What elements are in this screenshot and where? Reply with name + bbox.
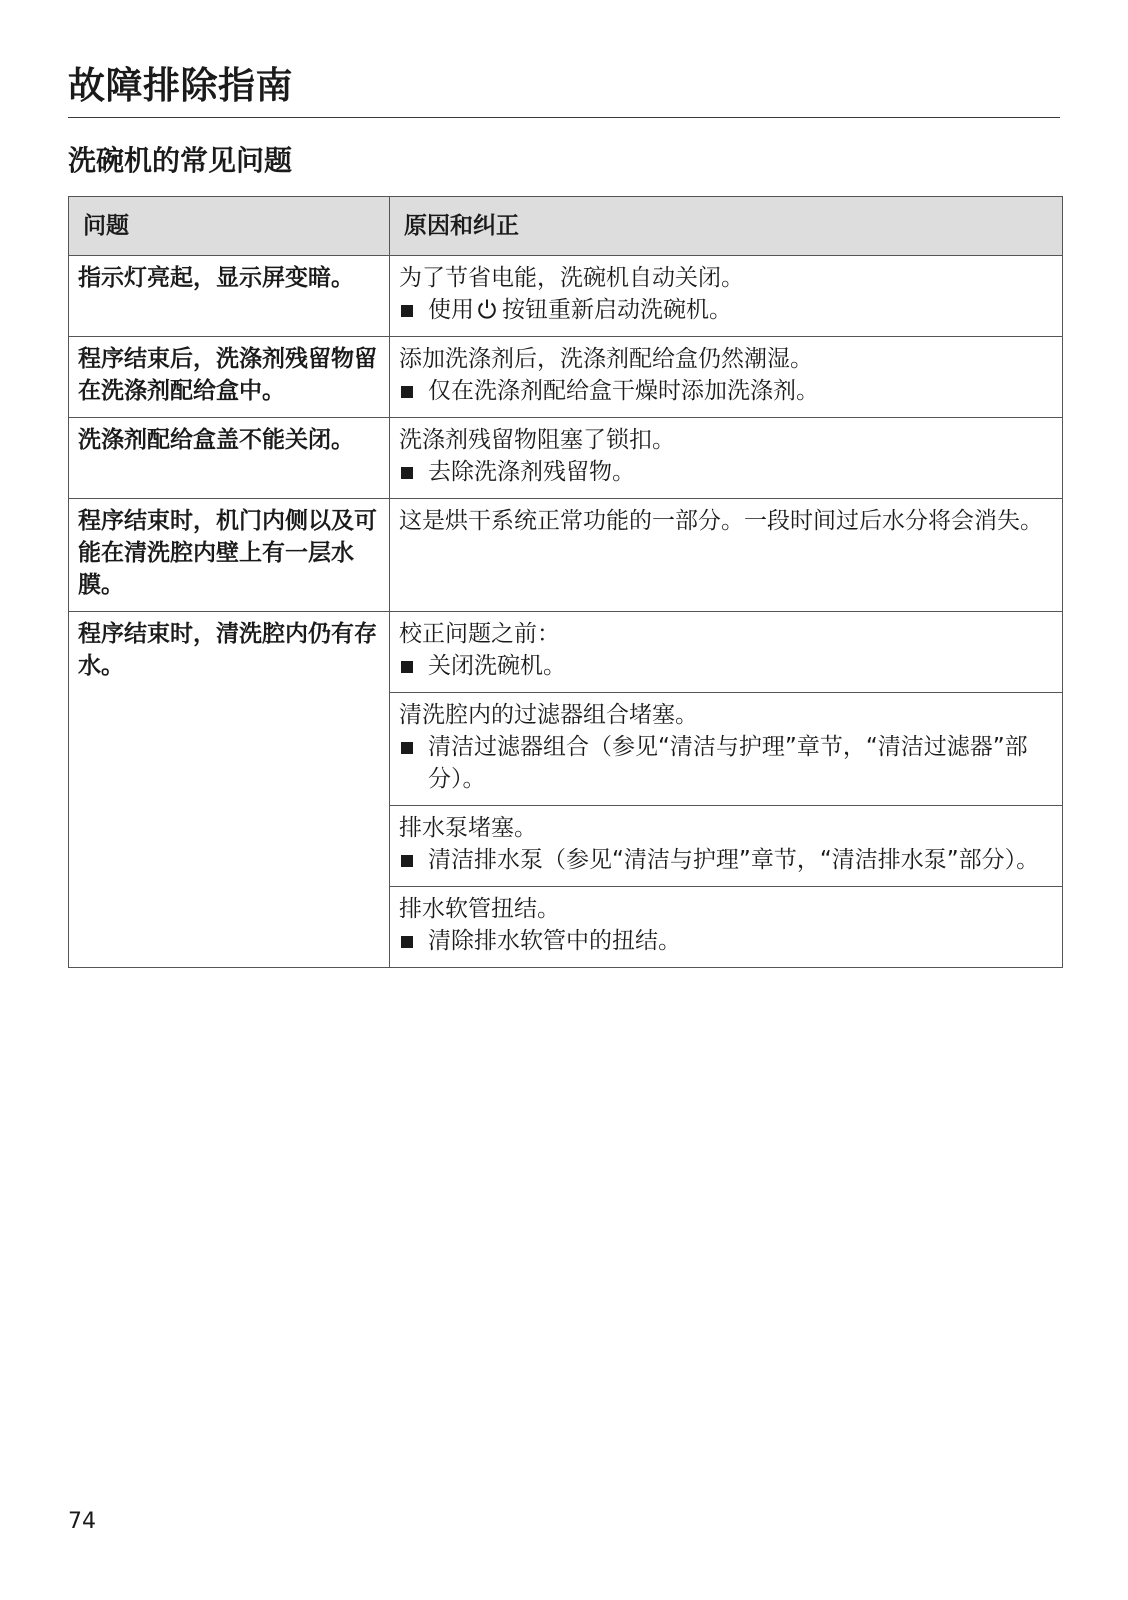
step-text: 清洁排水泵（参见“清洁与护理”章节，“清洁排水泵”部分）。 xyxy=(428,847,1040,873)
problem-cell: 洗涤剂配给盒盖不能关闭。 xyxy=(69,418,390,499)
square-bullet-icon xyxy=(401,305,413,317)
troubleshooting-table xyxy=(68,196,1063,968)
step-item xyxy=(399,294,1048,326)
page-title: 故障排除指南 xyxy=(68,64,293,107)
cause-text: 校正问题之前： xyxy=(399,621,560,647)
remedy-cell xyxy=(390,337,1063,418)
step-text: 去除洗涤剂残留物。 xyxy=(428,459,635,485)
step-item xyxy=(399,456,1048,488)
step-text-before-icon: 使用 xyxy=(428,297,474,323)
cause-text: 添加洗涤剂后，洗涤剂配给盒仍然潮湿。 xyxy=(399,346,813,372)
step-text: 清除排水软管中的扭结。 xyxy=(428,928,681,954)
title-divider xyxy=(68,117,1060,118)
remedy-cell xyxy=(390,499,1063,612)
problem-cell: 指示灯亮起，显示屏变暗。 xyxy=(69,256,390,337)
table-header-row xyxy=(69,197,1063,256)
step-text: 清洁过滤器组合（参见“清洁与护理”章节，“清洁过滤器”部分）。 xyxy=(428,734,1028,792)
step-item xyxy=(399,731,1048,795)
square-bullet-icon xyxy=(401,386,413,398)
square-bullet-icon xyxy=(401,742,413,754)
remedy-cell xyxy=(390,612,1063,693)
cause-text: 清洗腔内的过滤器组合堵塞。 xyxy=(399,702,698,728)
step-text: 仅在洗涤剂配给盒干燥时添加洗涤剂。 xyxy=(428,378,819,404)
table-row xyxy=(69,612,1063,693)
remedy-cell xyxy=(390,887,1063,968)
table-row xyxy=(69,256,1063,337)
step-text xyxy=(428,294,732,326)
cause-text: 这是烘干系统正常功能的一部分。一段时间过后水分将会消失。 xyxy=(399,508,1043,534)
problem-cell: 程序结束时，机门内侧以及可能在清洗腔内壁上有一层水膜。 xyxy=(69,499,390,612)
step-text: 关闭洗碗机。 xyxy=(428,653,566,679)
remedy-cell xyxy=(390,693,1063,806)
step-item xyxy=(399,650,1048,682)
cause-text: 排水泵堵塞。 xyxy=(399,815,537,841)
square-bullet-icon xyxy=(401,467,413,479)
problem-cell: 程序结束后，洗涤剂残留物留在洗涤剂配给盒中。 xyxy=(69,337,390,418)
step-item xyxy=(399,925,1048,957)
step-item xyxy=(399,375,1048,407)
remedy-cell xyxy=(390,418,1063,499)
cause-text: 洗涤剂残留物阻塞了锁扣。 xyxy=(399,427,675,453)
square-bullet-icon xyxy=(401,936,413,948)
table-row xyxy=(69,337,1063,418)
cause-text: 为了节省电能，洗碗机自动关闭。 xyxy=(399,265,744,291)
step-text-after-icon: 按钮重新启动洗碗机。 xyxy=(502,297,732,323)
step-item xyxy=(399,844,1048,876)
remedy-cell xyxy=(390,806,1063,887)
remedy-cell xyxy=(390,256,1063,337)
table-row xyxy=(69,499,1063,612)
cause-text: 排水软管扭结。 xyxy=(399,896,560,922)
header-remedy: 原因和纠正 xyxy=(390,197,1063,256)
table-row xyxy=(69,418,1063,499)
page-number: 74 xyxy=(68,1509,96,1534)
power-icon xyxy=(476,298,498,320)
problem-cell: 程序结束时，清洗腔内仍有存水。 xyxy=(69,612,390,968)
square-bullet-icon xyxy=(401,855,413,867)
header-problem: 问题 xyxy=(69,197,390,256)
section-subtitle: 洗碗机的常见问题 xyxy=(68,144,293,177)
square-bullet-icon xyxy=(401,661,413,673)
